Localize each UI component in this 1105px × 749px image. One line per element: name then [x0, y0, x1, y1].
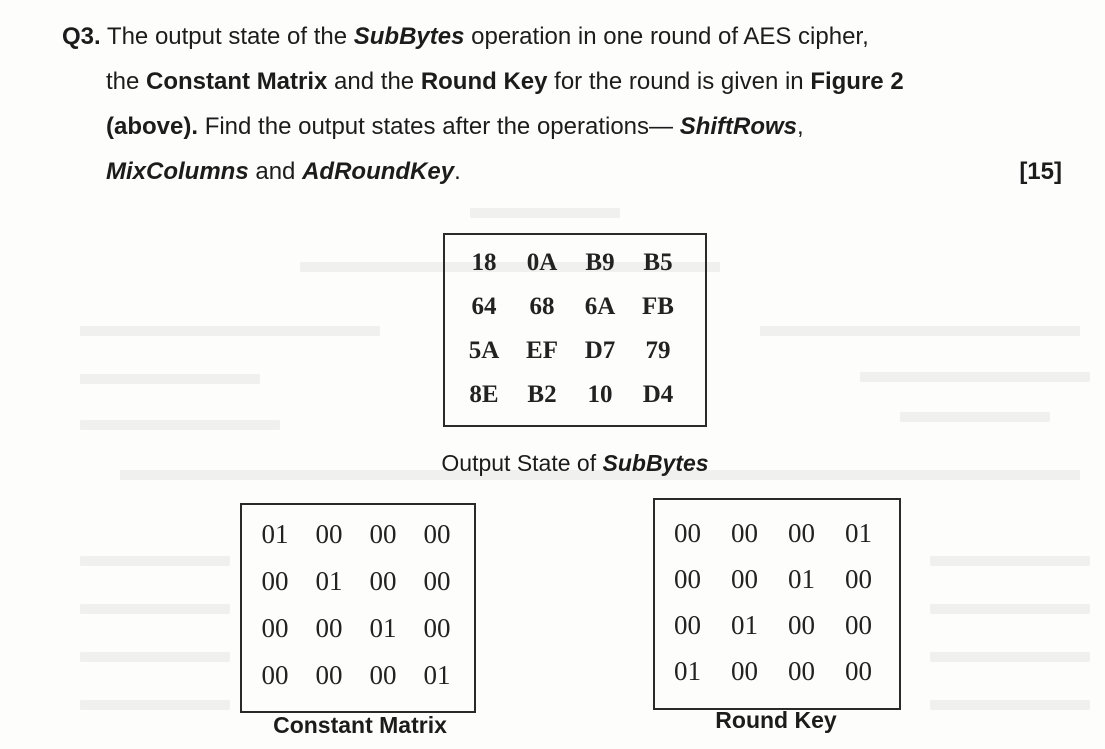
table-row — [455, 241, 687, 285]
bleed-through-line — [930, 652, 1090, 662]
matrix-cell: 00 — [731, 563, 758, 594]
bleed-through-line — [860, 372, 1090, 382]
matrix-cell: 0A — [526, 249, 558, 276]
matrix-cell: 00 — [315, 613, 343, 643]
matrix-cell: 10 — [587, 381, 613, 408]
matrix-cell: 00 — [369, 519, 397, 549]
bleed-through-line — [470, 208, 620, 218]
matrix-cell: 01 — [261, 519, 289, 549]
matrix-cell: 00 — [845, 609, 872, 640]
subbytes-caption: Output State of SubBytes — [441, 450, 709, 476]
matrix-cell: 00 — [674, 563, 701, 594]
table-row — [659, 648, 887, 694]
bleed-through-line — [930, 556, 1090, 566]
matrix-cell: 00 — [261, 613, 289, 643]
bleed-through-line — [900, 412, 1050, 422]
matrix-cell: 00 — [731, 655, 758, 686]
matrix-cell: 00 — [423, 613, 451, 643]
round-key-table — [659, 510, 887, 694]
matrix-cell: EF — [526, 337, 558, 364]
bleed-through-line — [80, 652, 230, 662]
matrix-cell: D4 — [642, 381, 674, 408]
question-line-2: the Constant Matrix and the Round Key for the round is given in Figure 2 — [106, 68, 904, 95]
matrix-cell: 5A — [468, 337, 500, 364]
matrix-cell: 00 — [369, 660, 397, 690]
bleed-through-line — [80, 326, 380, 336]
table-row — [248, 511, 464, 558]
round-key-caption: Round Key — [715, 707, 837, 733]
question-line-1: Q3. The output state of the SubBytes operation in one round of AES cipher, — [62, 23, 869, 50]
table-row — [248, 652, 464, 699]
constant-matrix-table — [248, 511, 464, 699]
bleed-through-line — [760, 326, 1080, 336]
subbytes-table — [455, 241, 687, 417]
matrix-cell: 00 — [788, 609, 815, 640]
matrix-cell: 00 — [315, 660, 343, 690]
matrix-cell: FB — [642, 293, 674, 320]
matrix-cell: 01 — [788, 563, 815, 594]
matrix-cell: 18 — [471, 249, 497, 276]
matrix-cell: 00 — [788, 517, 815, 548]
table-row — [659, 602, 887, 648]
matrix-cell: 00 — [315, 519, 343, 549]
matrix-cell: 79 — [645, 337, 671, 364]
matrix-cell: D7 — [584, 337, 616, 364]
table-row — [455, 373, 687, 417]
matrix-cell: 00 — [261, 660, 289, 690]
table-row — [248, 605, 464, 652]
matrix-cell: 00 — [261, 566, 289, 596]
matrix-cell: B2 — [527, 381, 557, 408]
table-row — [455, 285, 687, 329]
subbytes-output-matrix — [443, 233, 707, 427]
bleed-through-line — [80, 604, 230, 614]
matrix-cell: 00 — [845, 655, 872, 686]
matrix-cell: 00 — [845, 563, 872, 594]
table-row — [248, 558, 464, 605]
question-line-3: (above). Find the output states after the operations— ShiftRows, — [106, 113, 804, 140]
matrix-cell: 01 — [845, 517, 872, 548]
matrix-cell: 8E — [469, 381, 499, 408]
bleed-through-line — [80, 700, 230, 710]
constant-matrix-caption: Constant Matrix — [273, 712, 447, 738]
question-number: Q3. — [62, 23, 101, 50]
matrix-cell: 00 — [674, 517, 701, 548]
bleed-through-line — [80, 420, 280, 430]
matrix-cell: 64 — [471, 293, 497, 320]
matrix-cell: 01 — [674, 655, 701, 686]
matrix-cell: 00 — [731, 517, 758, 548]
matrix-cell: 00 — [674, 609, 701, 640]
matrix-cell: 00 — [423, 566, 451, 596]
marks-label: [15] — [1019, 158, 1062, 185]
table-row — [659, 556, 887, 602]
constant-matrix — [240, 503, 476, 713]
matrix-cell: 00 — [369, 566, 397, 596]
bleed-through-line — [80, 556, 230, 566]
table-row — [659, 510, 887, 556]
matrix-cell: 68 — [529, 293, 555, 320]
matrix-cell: B9 — [585, 249, 615, 276]
matrix-cell: 00 — [423, 519, 451, 549]
bleed-through-line — [80, 374, 260, 384]
bleed-through-line — [930, 604, 1090, 614]
matrix-cell: 01 — [369, 613, 397, 643]
matrix-cell: 6A — [584, 293, 616, 320]
question-line-4: MixColumns and AdRoundKey. [15] — [62, 149, 1062, 194]
matrix-cell: 01 — [423, 660, 451, 690]
question-text — [62, 14, 1062, 194]
matrix-cell: 01 — [731, 609, 758, 640]
bleed-through-line — [930, 700, 1090, 710]
table-row — [455, 329, 687, 373]
matrix-cell: 01 — [315, 566, 343, 596]
round-key-matrix — [653, 498, 901, 710]
matrix-cell: B5 — [643, 249, 673, 276]
matrix-cell: 00 — [788, 655, 815, 686]
